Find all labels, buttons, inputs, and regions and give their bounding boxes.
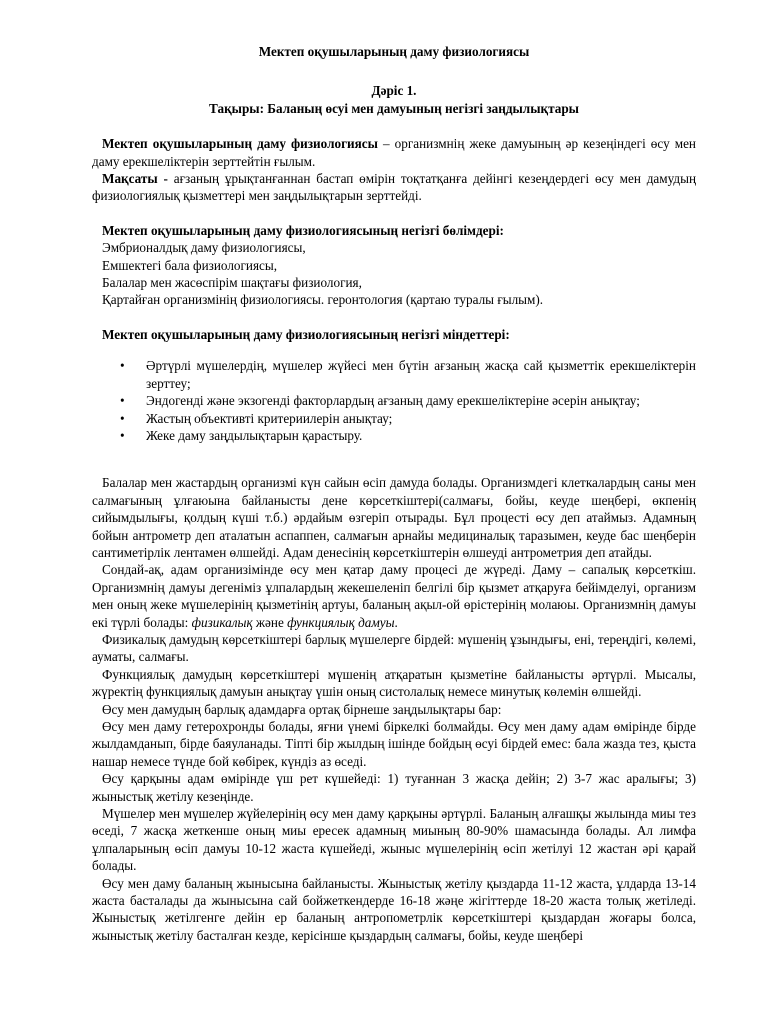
section-item: Эмбрионалдық даму физиологиясы, — [102, 240, 306, 256]
bullet-icon: • — [120, 358, 125, 374]
body-paragraph: Мүшелер мен мүшелер жүйелерінің өсу мен даму қарқыны әртүрлі. Баланың алғашқы жылында миы тез өседі, 7 жасқа жеткенше оның миы ересек адамның миының 80-90% шамасында болады. Ал лимфа ұлпаларының өсіп дамуы 10-12 жаста күшейеді, жыныс мүшелерінің өсіп жетілуі 12 жастан әрі қарай болады. — [92, 806, 696, 874]
body-paragraph: Өсу мен даму баланың жынысына байланысты. Жыныстық жетілу қыздарда 11-12 жаста, ұлдарда 13-14 жаста басталады да жынысына сай бойжеткендерде 16-18 жәңе жігіттерде 18-20 жаста толық жетіледі. Жыныстық жетілгенге дейін ер баланың антропометрлік көрсеткіштері қыздардан жоғары болса, жыныстық жетілу басталған кезде, керісінше қыздардың салмағы, бойы, кеуде шеңбері — [92, 875, 696, 943]
task-item: • Жастың объективті критериилерін анықтау; — [120, 410, 393, 426]
body-paragraph: Өсу қарқыны адам өмірінде үш рет күшейеді: 1) туғаннан 3 жасқа дейін; 2) 3-7 жас аралығы; 3) жыныстық жетілу кезеңінде. — [92, 771, 696, 804]
bullet-icon: • — [120, 410, 125, 426]
definition-term: Мектеп оқушыларының даму физиологиясы — [102, 136, 378, 152]
body-paragraph: Өсу мен даму гетерохронды болады, яғни үнемі біркелкі болмайды. Өсу мен даму адам өмірінде бірде жылдамданып, бірде баяуланады. Тіпті бір жылдың ішінде бойдың өсуі бірдей емес: бала жазда тез, қыста нашар немесе түнде бой көбірек, күндіз аз өседі. — [92, 719, 696, 769]
body-paragraph: Сондай-ақ, адам организімінде өсу мен қатар даму процесі де жүреді. Даму – сапалық көрсеткіш. Организмнің дамуы дегеніміз ұлпалардың жекешеленіп белгілі бір қызмет атқаруға бейімделуі, организм мен оның жеке мүшелерінің қызметінің артуы, баланың ақыл-ой өрістерінің молаюы. Организмнің дамуы екі түрлі болады: физикалық және функциялық дамуы. — [92, 562, 696, 630]
lecture-number: Дәріс 1. — [371, 83, 417, 99]
sections-heading: Мектеп оқушыларының даму физиологиясының негізгі бөлімдері: — [102, 222, 504, 238]
tasks-list — [92, 357, 696, 444]
definition-text: – организмнің жеке дамуының әр кезеңіндегі өсу мен даму ерекшеліктерін зерттейтін ғылым. — [92, 136, 696, 169]
emphasis-physical: физикалық — [191, 614, 253, 630]
task-item: • Әртүрлі мүшелердің, мүшелер жүйесі мен бүтін ағзаның жасқа сай қызметтік ерекшеліктерін зерттеу; — [120, 358, 696, 391]
lecture-topic: Тақыры: Баланың өсуі мен дамуының негізгі заңдылықтары — [209, 100, 579, 116]
definition-paragraph — [92, 135, 696, 170]
body-paragraph: Функциялық дамудың көрсеткіштері мүшенің атқаратын қызметіне байланысты әртүрлі. Мысалы, жүректің функциялық дамуын анықтау үшін оның систолалық немесе минутық көлемін өлшейді. — [92, 666, 696, 700]
bullet-icon: • — [120, 393, 125, 409]
document-title: Мектеп оқушыларының даму физиологиясы — [258, 44, 530, 59]
bullet-icon: • — [120, 427, 125, 443]
body-paragraph: Физикалық дамудың көрсеткіштері барлық мүшелерге бірдей: мүшенің ұзындығы, ені, тереңдігі, көлемі, ауматы, салмағы. — [92, 631, 696, 665]
section-item: Емшектегі бала физиологиясы, — [102, 257, 278, 273]
emphasis-functional: функциялық дамуы — [287, 614, 395, 630]
body-paragraph: Балалар мен жастардың организмі күн сайын өсіп дамуда болады. Организмдегі клеткалардың саны мен салмағының ұлғаюына байланысты дене көрсеткіштері(салмағы, бойы, кеуде шеңбері, өкпенің сийымдылығы, қолдың күші т.б.) әрдайым өзгеріп отырады. Бұл процесті өсу деп атаймыз. Адамның бойын антрометр деп аталатын аспаппен, салмағын арнайы медициналық таразымен, кеуде бас шеңберін сантиметірлік лентамен өлшейді. Адам денесінің көрсеткіштерін өлшеуді антрометрия деп атайды. — [92, 475, 696, 560]
goal-label: Мақсаты - — [102, 171, 168, 187]
section-item: Қартайған организмінің физиологиясы. геронтология (қартаю туралы ғылым). — [102, 292, 544, 308]
section-item: Балалар мен жасөспірім шақтағы физиология, — [102, 275, 362, 291]
tasks-heading: Мектеп оқушыларының даму физиологиясының негізгі міндеттері: — [102, 326, 510, 342]
task-item: • Жеке даму заңдылықтарын қарастыру. — [120, 427, 363, 443]
document-body — [92, 43, 696, 944]
goal-paragraph — [92, 170, 696, 205]
goal-text: ағзаның ұрықтанғаннан бастап өмірін тоқтатқанға дейінгі кезеңдердегі өсу мен дамудың физиологиялық қызметтері мен заңдылықтарын зерттейді. — [92, 171, 697, 204]
task-item: • Эндогенді және экзогенді факторлардың ағзаның даму ерекшеліктеріне әсерін анықтау; — [120, 393, 640, 409]
body-paragraph: Өсу мен дамудың барлық адамдарға ортақ бірнеше заңдылықтары бар: — [102, 701, 502, 717]
